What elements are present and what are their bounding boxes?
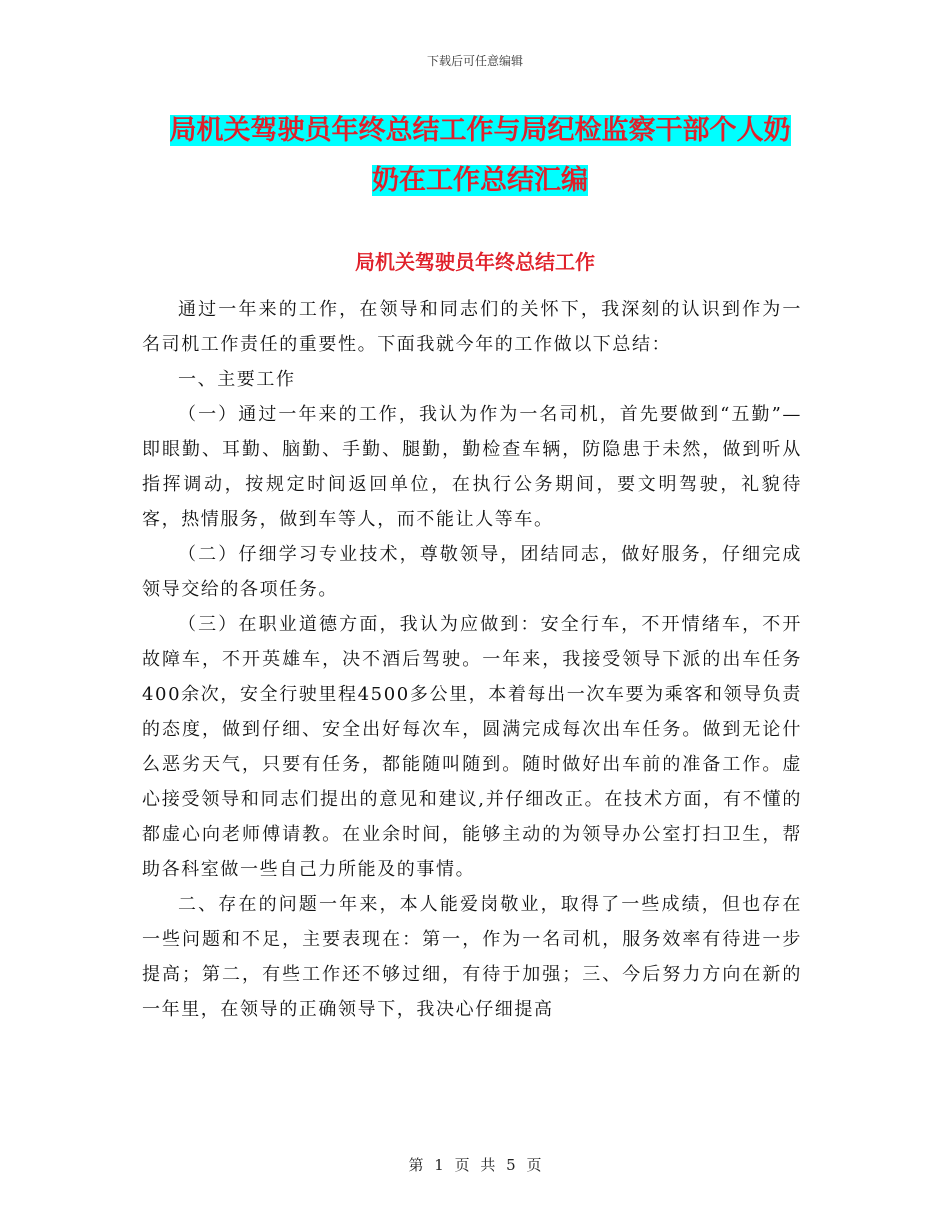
paragraph-item-2: （二）仔细学习专业技术，尊敬领导，团结同志，做好服务，仔细完成领导交给的各项任务。 (142, 544, 802, 600)
paragraph-heading-main-work: 一、主要工作 (178, 369, 296, 390)
paragraph-item-1: （一）通过一年来的工作，我认为作为一名司机，首先要做到“五勤”—即眼勤、耳勤、脑勤、手勤、腿勤，勤检查车辆，防隐患于未然，做到听从指挥调动，按规定时间返回单位，在执行公务期间，要文明驾驶，礼貌待客，热情服务，做到车等人，而不能让人等车。 (142, 404, 802, 530)
document-body (142, 292, 802, 1027)
document-title (140, 106, 820, 206)
section-title: 局机关驾驶员年终总结工作 (355, 250, 595, 274)
document-title-line-1: 局机关驾驶员年终总结工作与局纪检监察干部个人奶 (169, 115, 791, 146)
paragraph-problems: 二、存在的问题一年来，本人能爱岗敬业，取得了一些成绩，但也存在一些问题和不足，主要表现在：第一，作为一名司机，服务效率有待进一步提高；第二，有些工作还不够过细，有待于加强；三、今后努力方向在新的一年里，在领导的正确领导下，我决心仔细提高 (142, 894, 802, 1020)
page-footer: 第 1 页 共 5 页 (408, 1156, 542, 1174)
paragraph-intro: 通过一年来的工作，在领导和同志们的关怀下，我深刻的认识到作为一名司机工作责任的重要性。下面我就今年的工作做以下总结： (142, 299, 802, 355)
document-title-line-2: 奶在工作总结汇编 (372, 165, 588, 196)
paragraph-item-3: （三）在职业道德方面，我认为应做到：安全行车，不开情绪车，不开故障车，不开英雄车，决不酒后驾驶。一年来，我接受领导下派的出车任务400余次，安全行驶里程4500多公里，本着每出一次车要为乘客和领导负责的态度，做到仔细、安全出好每次车，圆满完成每次出车任务。做到无论什么恶劣天气，只要有任务，都能随叫随到。随时做好出车前的准备工作。虚心接受领导和同志们提出的意见和建议,并仔细改正。在技术方面，有不懂的都虚心向老师傅请教。在业余时间，能够主动的为领导办公室打扫卫生，帮助各科室做一些自己力所能及的事情。 (142, 614, 802, 880)
header-note: 下载后可任意编辑 (426, 54, 523, 68)
